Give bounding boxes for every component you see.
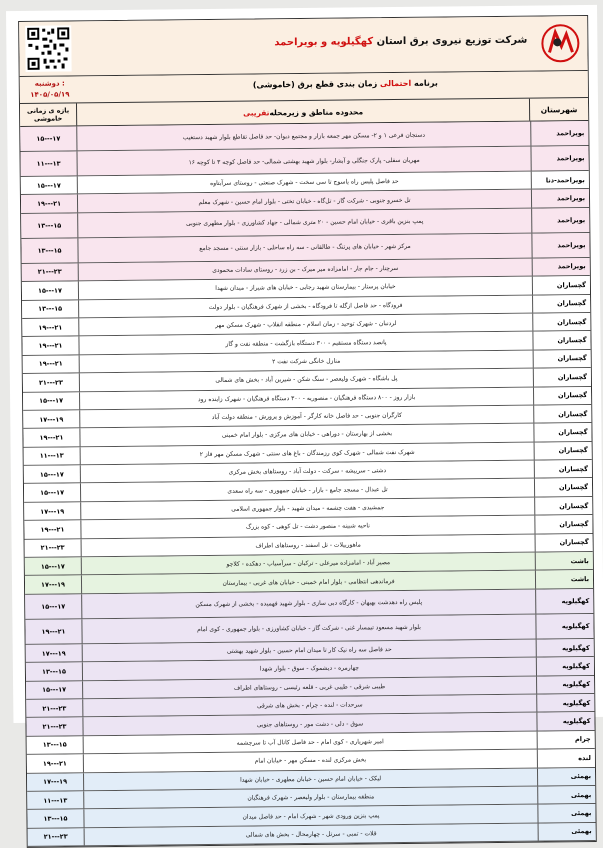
area-cell: کارگران جنوبی - حد فاصل خانه کارگر - آموزش و پرورش - منطقه دولت آباد: [79, 406, 533, 428]
city-cell: گچساران: [533, 368, 591, 386]
time-cell: ۱۹---۲۱: [40, 525, 65, 534]
city-cell: گچساران: [534, 460, 592, 478]
time-cell: ۲۱---۲۳: [42, 704, 67, 713]
time-cell: ۱۹---۲۱: [38, 341, 63, 350]
city-cell: باشت: [535, 552, 593, 570]
company-logo-icon: [539, 22, 581, 64]
time-cell: ۱۳---۱۵: [43, 814, 68, 823]
city-cell: کهگیلویه: [535, 614, 593, 639]
city-cell: گچساران: [534, 442, 592, 460]
city-cell: کهگیلویه: [535, 589, 593, 614]
area-cell: بلوار شهید مسعود تیمسار غنی - شرکت گاز - خیابان کشاورزی - بلوار جمهوری - کوی امام: [81, 614, 535, 643]
area-cell: خیابان پرستار - بیمارستان شهید رجایی - خیابان های شیراز - میدان شهدا: [78, 277, 532, 299]
time-cell: ۱۱---۱۳: [36, 159, 61, 168]
area-cell: چهارمره - دیشموک - سوق - بلوار شهدا: [82, 658, 536, 680]
time-cell: ۱۵---۱۷: [42, 685, 67, 695]
document-sheet: [6, 5, 603, 842]
area-cell: فرودگاه - حد فاصل ازگله تا فرودگاه - بخشی از شهرک فرهنگیان - بلوار دولت: [78, 295, 532, 317]
city-cell: گچساران: [534, 515, 592, 533]
area-cell: مهریان سفلی- پارک جنگلی و آبشار- بلوار شهید بهشتی شمالی- حد فاصل کوچه ۳ تا کوچه ۱۶: [76, 147, 530, 176]
city-cell: کهگیلویه: [536, 712, 594, 730]
time-cell: ۱۱---۱۳: [39, 451, 64, 461]
city-cell: گچساران: [535, 534, 593, 552]
area-cell: سرحدات - لنده - چرام - بخش های شرقی: [82, 695, 536, 717]
area-cell: پمپ بنزین ورودی شهر - شهرک امام - حد فاصل میدان: [83, 805, 537, 827]
area-cell: قلات - تمبی - سرتل - چهارمحال - بخش های شمالی: [84, 823, 538, 845]
area-cell: حد فاصل سه راه نیک کار تا میدان امام حسین - بلوار شهید بهشتی: [82, 639, 536, 661]
area-cell: پانصد دستگاه مستقیم - ۳۰۰ دستگاه بازگشت - منطقه نفت و گاز: [78, 332, 532, 354]
time-cell: ۱۱---۱۳: [43, 796, 68, 805]
time-cell: ۲۱---۲۳: [43, 832, 68, 842]
area-cell: سوق - دلی - دشت مور - روستاهای جنوبی: [82, 713, 536, 735]
area-cell: ناحیه شبینه - منصور دشت - تل کوهی - کوه بزرگ: [80, 516, 534, 538]
area-cell: منطقه بیمارستان - بلوار ولیعصر - شهرک فرهنگیان: [83, 787, 537, 809]
city-cell: کهگیلویه: [536, 694, 594, 712]
document-header: [19, 16, 588, 77]
time-cell: ۱۵---۱۷: [41, 602, 66, 611]
area-cell: لردنبان - شهرک توحید - زمان اسلام - منطقه انقلاب - شهرک مسکن مهر: [78, 314, 532, 336]
day-label: دوشنبه :: [34, 79, 65, 88]
time-cell: ۱۷---۱۹: [41, 580, 66, 589]
area-cell: بازار روز - ۸۰۰ دستگاه فرهنگیان - منصوریه - ۳۰۰ دستگاه فرهنگیان - شهرک زاینده رود: [79, 387, 533, 409]
time-cell: ۱۵---۱۷: [40, 488, 65, 497]
program-title: برنامه احتمالی زمان بندی قطع برق (خاموشی): [252, 78, 438, 90]
time-cell: ۱۵---۱۷: [39, 470, 64, 479]
time-cell: ۱۹---۲۱: [38, 323, 63, 332]
area-cell: بخش مرکزی لنده - مسکن مهر - خیابان امام: [83, 750, 537, 772]
time-cell: ۲۱---۲۳: [38, 378, 63, 387]
time-cell: ۱۳---۱۵: [37, 221, 62, 230]
city-cell: بویراحمد: [531, 208, 589, 233]
area-cell: مصیر آباد - امامزاده میرعلی - ترکیان - سرآسیاب - دهکده - کلاچو: [81, 553, 535, 575]
area-cell: بخشی از بهارستان - دوراهی - خیابان های مرکزی - بلوار امام خمینی: [79, 424, 533, 446]
time-cell: ۲۱---۲۳: [37, 267, 62, 277]
company-name: شرکت توزیع نیروی برق استان کهگیلویه و بویراحمد: [274, 34, 528, 49]
area-cell: امیر شهریاری - کوی امام - حد فاصل کانال آب تا سرچشمه: [83, 731, 537, 753]
schedule-table: [18, 15, 597, 848]
city-cell: بهمئی: [537, 804, 595, 822]
city-cell: گچساران: [533, 423, 591, 441]
column-header-area: محدوده مناطق و زیرمحله تقریبی: [76, 99, 529, 126]
area-cell: تل عبدال - مسجد جامع - بازار - خیابان جمهوری - سه راه سعدی: [80, 479, 534, 501]
city-cell: بهمئی: [538, 823, 596, 841]
time-cell: ۱۵---۱۷: [39, 396, 64, 405]
time-cell: ۱۵---۱۷: [36, 134, 61, 143]
city-cell: کهگیلویه: [536, 639, 594, 657]
city-cell: باشت: [535, 570, 593, 588]
time-cell: ۱۷---۱۹: [39, 415, 64, 424]
city-cell: گچساران: [533, 405, 591, 423]
city-cell: گچساران: [534, 478, 592, 496]
city-cell: بویراحمد: [530, 146, 588, 171]
time-cell: ۱۹---۲۱: [41, 627, 66, 636]
city-cell: بویراحمد: [531, 233, 589, 258]
area-cell: طیبی شرقی - طیبی غربی - قلعه رئیسی - روستاهای اطراف: [82, 676, 536, 698]
column-header-city: شهرستان: [529, 98, 588, 121]
city-cell: بویراحمد: [531, 189, 589, 207]
qr-code-icon: [25, 25, 71, 71]
time-cell: ۱۳---۱۵: [41, 667, 66, 676]
city-cell: گچساران: [533, 350, 591, 368]
time-cell: ۱۳---۱۵: [38, 304, 63, 314]
time-cell: ۲۱---۲۳: [42, 722, 67, 731]
time-cell: ۱۳---۱۵: [37, 246, 62, 255]
column-header-time: بازه ی زمانی خاموشی: [26, 106, 70, 123]
city-cell: بویراحمد: [532, 258, 590, 276]
area-cell: پمپ بنزین باقری - خیابان امام حسین - ۲۰ متری شمالی - جهاد کشاورزی - بلوار مطهری جنوبی: [77, 208, 531, 237]
date-value: ۱۴۰۵/۰۵/۱۹: [30, 90, 70, 99]
time-cell: ۱۳---۱۵: [42, 740, 67, 750]
area-cell: شهرک نفت شمالی - شهرک کوی رزمندگان - باغ های سنتی - شهرک مسکن مهر فاز ۲: [80, 442, 534, 464]
city-cell: چرام: [537, 731, 595, 749]
city-cell: بهمئی: [537, 786, 595, 804]
area-cell: پل باشگاه - شهرک ولیعصر - سنگ شکن - شیرین آباد - بخش های شمالی: [79, 369, 533, 391]
city-cell: گچساران: [532, 313, 590, 331]
area-cell: ماهوربیلات - تل اسفند - روستاهای اطراف: [81, 534, 535, 556]
city-cell: بویراحمد-دنا: [531, 171, 589, 189]
city-cell: کهگیلویه: [536, 676, 594, 694]
time-cell: ۱۹---۲۱: [39, 433, 64, 442]
time-cell: ۱۷---۱۹: [41, 649, 66, 658]
city-cell: گچساران: [533, 387, 591, 405]
time-cell: ۱۹---۲۱: [38, 359, 63, 369]
area-cell: فرماندهی انتظامی - بلوار امام خمینی - خیابان های غربی - بیمارستان: [81, 571, 535, 593]
city-cell: گچساران: [532, 276, 590, 294]
city-cell: گچساران: [534, 497, 592, 515]
time-cell: ۱۷---۱۹: [40, 507, 65, 516]
area-cell: پلیس راه دهدشت بهبهان - کارگاه دبی سازی - بلوار شهید فهمیده - بخشی از شهرک مسکن: [81, 589, 535, 618]
area-cell: لیکک - خیابان امام حسین - خیابان مطهری - خیابان شهدا: [83, 768, 537, 790]
time-cell: ۱۵---۱۷: [36, 181, 61, 190]
time-cell: ۱۵---۱۷: [37, 286, 62, 295]
time-cell: ۲۱---۲۳: [40, 543, 65, 553]
area-cell: حد فاصل پلیس راه یاسوج تا سی سخت - شهرک صنعتی - روستای سرآبتاوه: [77, 172, 531, 194]
city-cell: گچساران: [532, 331, 590, 349]
time-cell: ۱۹---۲۱: [37, 199, 62, 208]
date-box: [24, 78, 76, 101]
city-cell: گچساران: [532, 295, 590, 313]
city-cell: بهمئی: [537, 768, 595, 786]
area-cell: دشتی - سربیشه - سرکت - دولت آباد - روستاهای بخش مرکزی: [80, 461, 534, 483]
city-cell: کهگیلویه: [536, 657, 594, 675]
area-cell: سرچنار - جام جار - امامزاده میر میرک - بن زرد - روستای سادات محمودی: [78, 258, 532, 280]
area-cell: دستجان فرعی ۱ و ۲- مسکن مهر جمعه بازار و مجتمع دیوان- حد فاصل تقاطع بلوار شهید دستغیب: [76, 122, 530, 151]
area-cell: جمشیدی - هفت چشمه - میدان شهید - بلوار جمهوری اسلامی: [80, 497, 534, 519]
time-cell: ۱۹---۲۱: [42, 759, 67, 768]
time-cell: ۱۵---۱۷: [40, 562, 65, 571]
time-cell: ۱۷---۱۹: [43, 777, 68, 786]
area-cell: منازل خانگی شرکت نفت ۲: [79, 350, 533, 372]
area-cell: مرکز شهر - خیابان های پرتنگ - طالقانی - سه راه ساحلی - بازار سنتی - مسجد جامع: [77, 233, 531, 262]
city-cell: بویراحمد: [530, 121, 588, 146]
city-cell: لنده: [537, 749, 595, 767]
area-cell: تل خسرو جنوبی - شرکت گاز - تل‌گاه - خیابان تختی - بلوار امام حسین - شهرک معلم: [77, 190, 531, 212]
table-body: [20, 121, 596, 847]
